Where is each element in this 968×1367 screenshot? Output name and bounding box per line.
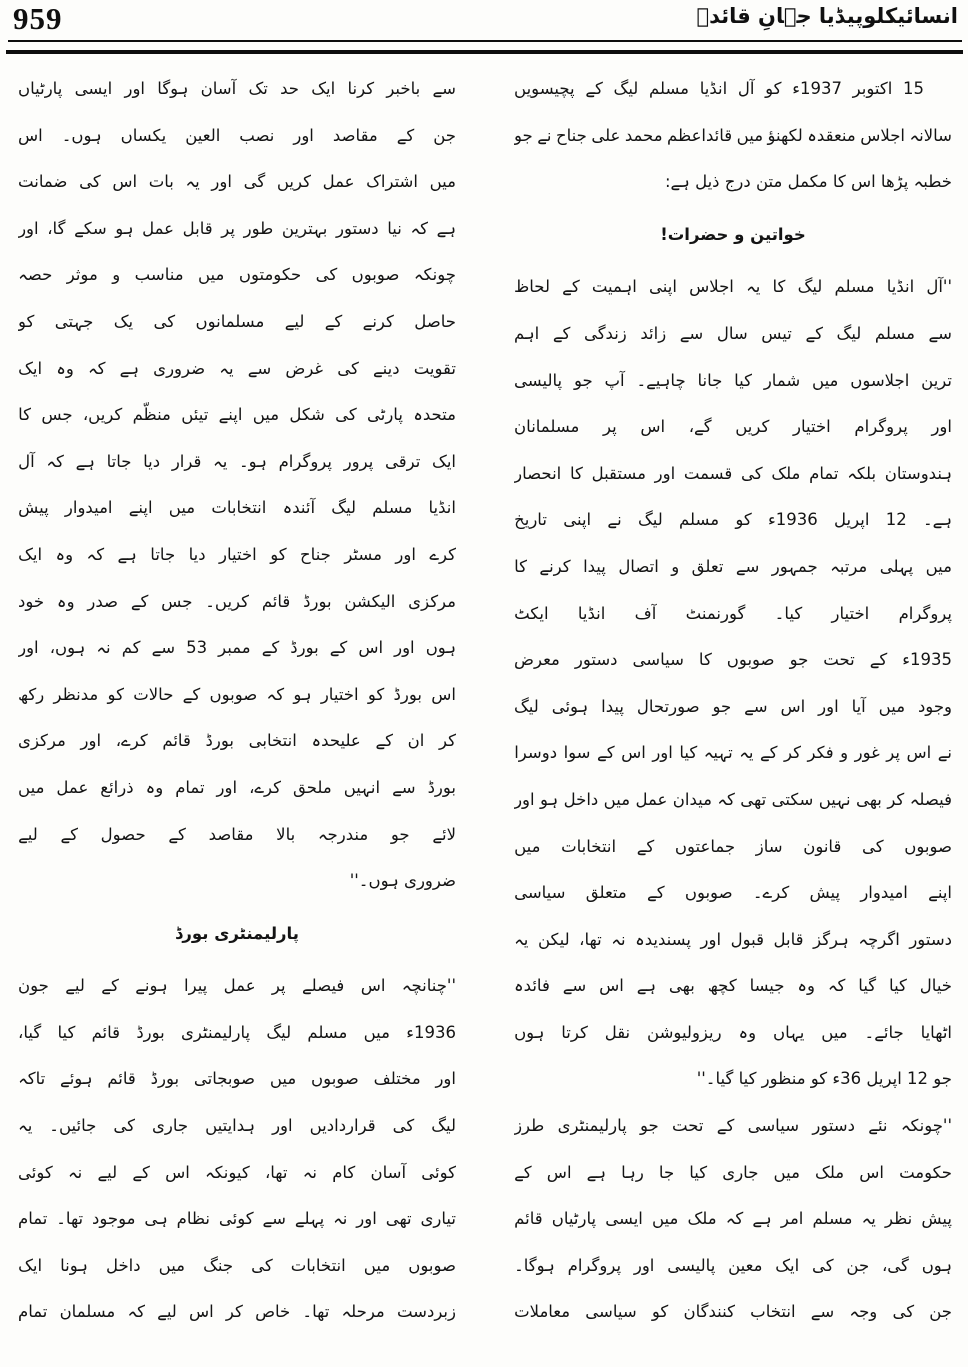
- text-line: کر ان کے علیحدہ انتخابی بورڈ قائم کرے، اور مرکزی: [18, 731, 456, 751]
- text-line: اور پروگرام اختیار کریں گے، اس پر مسلمانان: [514, 417, 952, 437]
- text-line: جو 12 اپریل 36ء کو منظور کیا گیا۔'': [696, 1069, 952, 1089]
- text-line: اٹھایا جائے۔ میں یہاں وہ ریزولیوشن نقل کرتا ہوں: [514, 1022, 952, 1042]
- text-line: ایک ترقی پرور پروگرام ہو۔ یہ قرار دیا جاتا ہے کہ آل: [18, 451, 456, 471]
- text-line: زبردست مرحلہ تھا۔ خاص کر اس لیے کہ مسلمان تمام: [18, 1302, 456, 1322]
- text-line: صوبوں کی قانون ساز جماعتوں کے انتخابات میں: [514, 836, 952, 856]
- text-line: مرکزی الیکشن بورڈ قائم کریں۔ جس کے صدر وہ خود: [18, 591, 456, 611]
- text-line: حاصل کرنے کے لیے مسلمانوں کی یک جہتی کو: [18, 311, 456, 331]
- text-line: جن کے مقاصد اور نصب العین یکساں ہوں۔ اس: [18, 125, 456, 145]
- text-line: بورڈ سے انہیں ملحق کرے، اور تمام وہ ذرائع عمل میں: [18, 777, 456, 797]
- text-line: 1935ء کے تحت جو صوبوں کا سیاسی دستور معرض: [514, 650, 952, 670]
- text-line: لائے جو مندرجہ بالا مقاصد کے حصول کے لیے: [18, 824, 456, 844]
- text-line: فیصلہ کر بھی نہیں سکتی تھی کہ میدان عمل میں داخل ہو اور: [514, 789, 952, 809]
- text-line: ہے۔ 12 اپریل 1936ء کو مسلم لیگ نے اپنی تاریخ: [514, 510, 952, 530]
- text-line: اپنے امیدوار پیش کرے۔ صوبوں کے متعلق سیاسی: [514, 883, 952, 903]
- text-line: تقویت دینے کی غرض سے یہ ضروری ہے کہ وہ ایک: [18, 358, 456, 378]
- text-line: سے باخبر کرنا ایک حد تک آسان ہوگا اور ایسی پارٹیاں: [18, 79, 456, 98]
- text-line: 1936ء میں مسلم لیگ پارلیمنٹری بورڈ قائم کیا گیا،: [18, 1022, 456, 1042]
- text-line: کوئی آسان کام نہ تھا، کیونکہ اس کے لیے نہ کوئی: [18, 1162, 456, 1182]
- text-line: جن کی وجہ سے انتخاب کنندگان کو سیاسی معاملات: [514, 1302, 952, 1322]
- text-line: حکومت اس ملک میں جاری کیا جا رہا ہے اس کے: [514, 1162, 952, 1182]
- text-line: ''چونکہ نئے دستور سیاسی کے تحت جو پارلیمنٹری طرز: [514, 1116, 952, 1136]
- text-line: ہے کہ نیا دستور بہترین طور پر قابل عمل ہو سکے گا، اور: [18, 218, 456, 238]
- text-line: ہوں اور اس کے بورڈ کے ممبر 53 سے کم نہ ہوں، اور: [18, 638, 456, 658]
- text-line: انڈیا مسلم لیگ آئندہ انتخابات میں اپنے امیدوار پیش: [18, 498, 456, 518]
- text-line: ''چنانچہ اس فیصلے پر عمل پیرا ہونے کے لیے جون: [18, 976, 456, 996]
- text-line: اور مختلف صوبوں میں صوبجاتی بورڈ قائم ہوئے تاکہ: [18, 1069, 456, 1089]
- text-line: وجود میں آیا اور اس سے جو صورتحال پیدا ہوئی لیگ: [514, 696, 952, 716]
- text-line: پیش نظر یہ مسلم امر ہے کہ ملک میں ایسی پارٹیاں قائم: [514, 1209, 952, 1229]
- text-line: متحدہ پارٹی کی شکل میں اپنے تیئں منظّم کریں، جس کا: [18, 405, 456, 425]
- text-line: میں اشتراک عمل کریں گی اور یہ بات اس کی ضمانت: [18, 172, 456, 192]
- text-line: سالانہ اجلاس منعقدہ لکھنؤ میں قائداعظم محمد علی جناح نے جو: [514, 125, 952, 145]
- section-heading: خواتین و حضرات!: [660, 224, 806, 244]
- text-line: پروگرام اختیار کیا۔ گورنمنٹ آف انڈیا ایکٹ: [514, 603, 952, 623]
- text-line: میں پہلی مرتبہ جمہور سے تعلق و اتصال پیدا کرنے کا: [514, 556, 952, 576]
- text-line: ''آل انڈیا مسلم لیگ کا یہ اجلاس اپنی اہمیت کے لحاظ: [514, 277, 952, 297]
- text-line: ضروری ہوں۔'': [349, 871, 456, 891]
- section-heading: پارلیمنٹری بورڈ: [175, 923, 299, 943]
- text-line: کرے اور مسٹر جناح کو اختیار دیا جاتا ہے کہ وہ ایک: [18, 544, 456, 564]
- text-line: خطبہ پڑھا اس کا مکمل متن درج ذیل ہے:: [664, 172, 952, 192]
- text-line: دستور اگرچہ ہرگز قابل قبول اور پسندیدہ نہ تھا، لیکن یہ: [514, 929, 952, 949]
- book-title: انسائیکلوپیڈیا جہانِ قائدؒ: [696, 4, 958, 28]
- page-content: [18, 66, 952, 1359]
- text-line: ہندوستان بلکہ تمام ملک کی قسمت اور مستقبل کا انحصار: [514, 463, 952, 483]
- text-line: خیال کیا گیا کہ وہ جیسا کچھ بھی ہے اس سے فائدہ: [514, 976, 952, 996]
- text-line: چونکہ صوبوں کی حکومتوں میں مناسب و موثر حصہ: [18, 265, 456, 285]
- column-left: [18, 66, 456, 1359]
- text-line: 15 اکتوبر 1937ء کو آل انڈیا مسلم لیگ کے پچیسویں: [514, 79, 924, 98]
- text-line: ترین اجلاسوں میں شمار کیا جانا چاہیے۔ آپ جو پالیسی: [514, 370, 952, 390]
- text-line: صوبوں میں انتخابات کی جنگ میں داخل ہونا ایک: [18, 1255, 456, 1275]
- text-line: تیاری تھی اور نہ پہلے سے کوئی نظام ہی موجود تھا۔ تمام: [18, 1209, 456, 1229]
- header-rule-thin: [8, 40, 962, 42]
- text-line: ہوں گی، جن کی ایک معین پالیسی اور پروگرام ہوگا۔: [514, 1255, 952, 1275]
- text-line: اس بورڈ کو اختیار ہو کہ صوبوں کے حالات کو مدنظر رکھ: [18, 684, 456, 704]
- text-line: لیگ کی قراردادیں اور ہدایتیں جاری کی جائیں۔ یہ: [18, 1116, 456, 1136]
- header-rule-thick: [6, 50, 963, 54]
- text-line: نے اس پر غور و فکر کر کے یہ تہیہ کیا اور اس کے سوا دوسرا: [514, 743, 952, 763]
- page-number: 959: [13, 1, 63, 36]
- page-header: [0, 0, 968, 62]
- text-line: سے مسلم لیگ کے تیس سال سے زائد زندگی کے اہم: [514, 323, 952, 343]
- column-right: [514, 66, 952, 1359]
